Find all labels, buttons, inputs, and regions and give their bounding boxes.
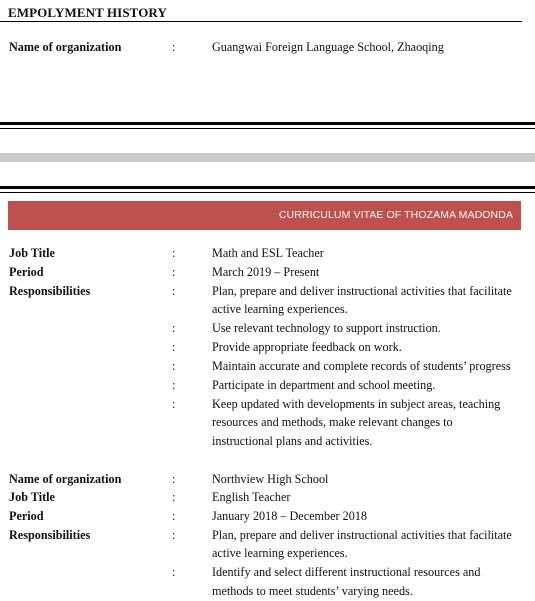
job1-period-row: [0, 263, 535, 282]
cv-header-banner: [8, 201, 521, 230]
responsibility-line: Maintain accurate and complete records of students’ progress: [212, 359, 511, 373]
responsibilities-label: Responsibilities: [9, 284, 91, 298]
responsibility-line: active learning experiences.: [212, 546, 348, 560]
responsibility-colon: :: [172, 284, 176, 298]
responsibilities-label: Responsibilities: [9, 528, 91, 542]
job2-responsibility-row: [0, 544, 535, 563]
page-top-rule-thick: [0, 186, 535, 189]
job1-responsibility-row: [0, 282, 535, 301]
job-title-label: Job Title: [9, 246, 55, 260]
section-heading-employment-history: EMPOLYMENT HISTORY: [8, 5, 167, 20]
page-bottom-rule-thick: [0, 122, 535, 125]
cv-header-title: CURRICULUM VITAE OF THOZAMA MADONDA: [278, 209, 513, 221]
org-colon: :: [172, 472, 176, 486]
job2-org-row: [0, 470, 535, 489]
job2-responsibility-row: [0, 582, 535, 601]
job-title-label: Job Title: [9, 490, 55, 504]
org-label: Name of organization: [9, 472, 122, 486]
responsibility-line: resources and methods, make relevant changes to: [212, 415, 453, 429]
responsibility-line: active learning experiences.: [212, 302, 348, 316]
responsibility-colon: :: [172, 397, 176, 411]
period-label: Period: [9, 509, 44, 523]
responsibility-line: Plan, prepare and deliver instructional activities that facilitate: [212, 284, 512, 298]
job1-title-row: [0, 244, 535, 263]
job1-responsibility-row: [0, 338, 535, 357]
job1-responsibility-row: [0, 395, 535, 414]
page-separator: [0, 153, 535, 162]
responsibility-line: Participate in department and school meeting.: [212, 378, 436, 392]
page-bottom-rule-thin: [0, 128, 535, 129]
job1-responsibility-row: [0, 413, 535, 432]
responsibility-line: methods to meet students’ varying needs.: [212, 584, 413, 598]
responsibility-colon: :: [172, 340, 176, 354]
job2-period-row: [0, 507, 535, 526]
job-title-value: Math and ESL Teacher: [212, 246, 324, 260]
responsibility-colon: :: [172, 378, 176, 392]
responsibility-colon: :: [172, 565, 176, 579]
job1-responsibility-row: [0, 357, 535, 376]
period-colon: :: [172, 509, 176, 523]
org-label: Name of organization: [9, 40, 122, 54]
responsibility-colon: :: [172, 528, 176, 542]
job-title-colon: :: [172, 490, 176, 504]
org-value: Guangwai Foreign Language School, Zhaoqing: [212, 40, 444, 54]
org-row-guangwai: [0, 38, 535, 57]
job2-title-row: [0, 488, 535, 507]
page-top-rule-thin: [0, 192, 535, 193]
job-title-colon: :: [172, 246, 176, 260]
responsibility-line: Identify and select different instructional resources and: [212, 565, 481, 579]
job2-responsibility-row: [0, 563, 535, 582]
job1-responsibility-row: [0, 376, 535, 395]
period-value: January 2018 – December 2018: [212, 509, 368, 523]
job1-responsibility-row: [0, 300, 535, 319]
job2-responsibility-row: [0, 526, 535, 545]
period-label: Period: [9, 265, 44, 279]
heading-underline: [0, 21, 522, 22]
responsibility-line: instructional plans and activities.: [212, 434, 373, 448]
responsibility-line: Provide appropriate feedback on work.: [212, 340, 402, 354]
responsibility-line: Use relevant technology to support instruction.: [212, 321, 441, 335]
org-value: Northview High School: [212, 472, 329, 486]
job-title-value: English Teacher: [212, 490, 291, 504]
period-value: March 2019 – Present: [212, 265, 320, 279]
job1-responsibility-row: [0, 432, 535, 451]
org-colon: :: [172, 40, 176, 54]
responsibility-line: Keep updated with developments in subject areas, teaching: [212, 397, 501, 411]
job1-responsibility-row: [0, 319, 535, 338]
responsibility-line: Plan, prepare and deliver instructional activities that facilitate: [212, 528, 512, 542]
responsibility-colon: :: [172, 359, 176, 373]
period-colon: :: [172, 265, 176, 279]
responsibility-colon: :: [172, 321, 176, 335]
